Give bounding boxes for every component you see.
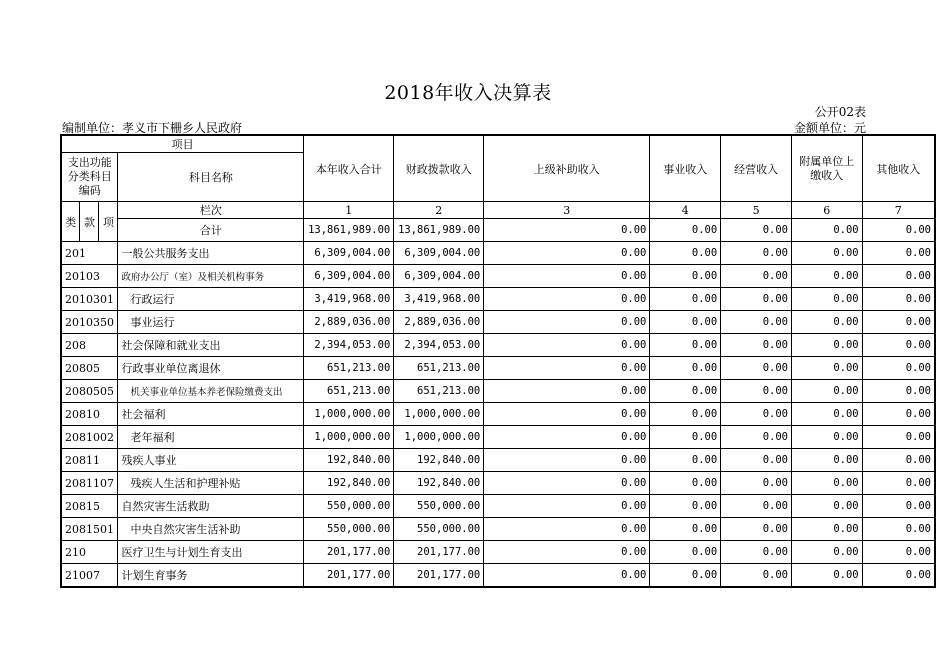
row-value: 0.00	[484, 495, 650, 518]
row-value: 0.00	[721, 564, 792, 588]
row-subject-name: 机关事业单位基本养老保险缴费支出	[118, 380, 304, 403]
row-value: 1,000,000.00	[304, 403, 394, 426]
row-value: 0.00	[791, 357, 862, 380]
row-subject-name: 自然灾害生活救助	[118, 495, 304, 518]
row-value: 0.00	[484, 518, 650, 541]
row-subject-name: 政府办公厅（室）及相关机构事务	[118, 265, 304, 288]
project-header: 项目	[61, 135, 304, 153]
page-title: 2018年收入决算表	[384, 82, 552, 104]
total-value: 13,861,989.00	[394, 219, 484, 242]
row-value: 0.00	[791, 472, 862, 495]
row-value: 0.00	[862, 288, 935, 311]
xiang-header: 项	[99, 202, 118, 242]
row-code: 2010350	[61, 311, 118, 334]
row-value: 0.00	[650, 472, 721, 495]
row-code: 201	[61, 242, 118, 265]
row-value: 201,177.00	[394, 564, 484, 588]
table-row	[61, 426, 935, 449]
row-value: 201,177.00	[304, 564, 394, 588]
row-value: 0.00	[791, 564, 862, 588]
total-value: 0.00	[721, 219, 792, 242]
row-value: 0.00	[791, 426, 862, 449]
table-row	[61, 541, 935, 564]
row-subject-name: 社会福利	[118, 403, 304, 426]
row-value: 0.00	[484, 472, 650, 495]
row-value: 0.00	[791, 288, 862, 311]
row-value: 0.00	[650, 403, 721, 426]
row-value: 0.00	[484, 380, 650, 403]
row-value: 0.00	[862, 564, 935, 588]
row-value: 0.00	[650, 242, 721, 265]
row-value: 0.00	[484, 541, 650, 564]
row-subject-name: 一般公共服务支出	[118, 242, 304, 265]
row-value: 0.00	[650, 449, 721, 472]
income-table	[60, 134, 936, 588]
row-value: 0.00	[721, 403, 792, 426]
row-value: 1,000,000.00	[394, 426, 484, 449]
row-value: 2,394,053.00	[304, 334, 394, 357]
row-value: 0.00	[484, 242, 650, 265]
table-row	[61, 357, 935, 380]
row-value: 6,309,004.00	[304, 265, 394, 288]
row-value: 550,000.00	[304, 495, 394, 518]
row-value: 0.00	[862, 449, 935, 472]
row-value: 0.00	[721, 265, 792, 288]
row-subject-name: 行政事业单位离退休	[118, 357, 304, 380]
table-row	[61, 518, 935, 541]
table-row	[61, 265, 935, 288]
row-value: 0.00	[791, 403, 862, 426]
col-fiscal-header: 财政拨款收入	[394, 135, 484, 202]
row-code: 20103	[61, 265, 118, 288]
col-number: 4	[650, 202, 721, 219]
row-code: 210	[61, 541, 118, 564]
row-value: 0.00	[484, 403, 650, 426]
row-value: 0.00	[862, 426, 935, 449]
row-value: 0.00	[650, 495, 721, 518]
row-subject-name: 残疾人事业	[118, 449, 304, 472]
row-value: 0.00	[791, 242, 862, 265]
row-value: 0.00	[650, 426, 721, 449]
row-value: 0.00	[721, 449, 792, 472]
row-value: 0.00	[721, 472, 792, 495]
row-value: 0.00	[721, 334, 792, 357]
row-value: 0.00	[791, 541, 862, 564]
row-value: 0.00	[650, 311, 721, 334]
row-value: 0.00	[721, 311, 792, 334]
row-subject-name: 事业运行	[118, 311, 304, 334]
subject-name-header: 科目名称	[118, 153, 304, 202]
table-row	[61, 311, 935, 334]
row-value: 0.00	[862, 265, 935, 288]
table-row	[61, 449, 935, 472]
row-value: 651,213.00	[394, 380, 484, 403]
row-value: 0.00	[484, 449, 650, 472]
row-value: 0.00	[721, 518, 792, 541]
row-value: 0.00	[650, 265, 721, 288]
row-value: 192,840.00	[304, 472, 394, 495]
row-value: 0.00	[791, 334, 862, 357]
row-code: 20805	[61, 357, 118, 380]
row-value: 0.00	[791, 495, 862, 518]
row-value: 0.00	[862, 518, 935, 541]
row-value: 0.00	[650, 564, 721, 588]
col-operate-header: 经营收入	[721, 135, 792, 202]
lei-header: 类	[61, 202, 80, 242]
compiling-unit: 编制单位：孝义市下栅乡人民政府	[62, 121, 243, 135]
row-value: 1,000,000.00	[304, 426, 394, 449]
row-value: 651,213.00	[394, 357, 484, 380]
total-value: 13,861,989.00	[304, 219, 394, 242]
row-value: 0.00	[650, 334, 721, 357]
table-row	[61, 334, 935, 357]
row-value: 0.00	[721, 357, 792, 380]
column-row-label: 栏次	[118, 202, 304, 219]
row-value: 192,840.00	[394, 472, 484, 495]
total-value: 0.00	[862, 219, 935, 242]
row-value: 0.00	[650, 288, 721, 311]
row-code: 2081107	[61, 472, 118, 495]
row-value: 0.00	[484, 564, 650, 588]
col-number: 6	[791, 202, 862, 219]
col-total-header: 本年收入合计	[304, 135, 394, 202]
kuan-header: 款	[80, 202, 99, 242]
row-code: 20810	[61, 403, 118, 426]
row-subject-name: 老年福利	[118, 426, 304, 449]
row-value: 651,213.00	[304, 357, 394, 380]
func-code-header: 支出功能分类科目编码	[61, 153, 118, 202]
row-value: 0.00	[721, 380, 792, 403]
row-subject-name: 计划生育事务	[118, 564, 304, 588]
row-value: 0.00	[862, 541, 935, 564]
col-number: 5	[721, 202, 792, 219]
row-value: 201,177.00	[304, 541, 394, 564]
row-value: 6,309,004.00	[394, 242, 484, 265]
table-row	[61, 242, 935, 265]
row-value: 0.00	[721, 288, 792, 311]
row-value: 0.00	[791, 380, 862, 403]
row-subject-name: 行政运行	[118, 288, 304, 311]
table-row	[61, 288, 935, 311]
row-subject-name: 残疾人生活和护理补贴	[118, 472, 304, 495]
col-number: 2	[394, 202, 484, 219]
table-row	[61, 403, 935, 426]
form-number: 公开02表	[814, 105, 866, 119]
row-value: 0.00	[862, 403, 935, 426]
col-affiliate-header: 附属单位上缴收入	[791, 135, 862, 202]
row-subject-name: 医疗卫生与计划生育支出	[118, 541, 304, 564]
row-value: 0.00	[721, 541, 792, 564]
row-value: 0.00	[862, 242, 935, 265]
amount-unit: 金额单位：元	[793, 121, 866, 135]
table-row	[61, 495, 935, 518]
table-row	[61, 564, 935, 588]
row-value: 2,889,036.00	[394, 311, 484, 334]
col-upper-header: 上级补助收入	[484, 135, 650, 202]
row-value: 1,000,000.00	[394, 403, 484, 426]
row-value: 0.00	[650, 541, 721, 564]
table-row	[61, 472, 935, 495]
row-value: 651,213.00	[304, 380, 394, 403]
row-value: 0.00	[484, 288, 650, 311]
row-value: 0.00	[484, 265, 650, 288]
row-value: 0.00	[484, 311, 650, 334]
row-value: 0.00	[721, 426, 792, 449]
row-value: 0.00	[791, 265, 862, 288]
row-value: 0.00	[862, 334, 935, 357]
row-value: 0.00	[484, 357, 650, 380]
row-code: 20815	[61, 495, 118, 518]
row-value: 0.00	[484, 334, 650, 357]
row-value: 0.00	[862, 357, 935, 380]
row-value: 192,840.00	[304, 449, 394, 472]
row-subject-name: 社会保障和就业支出	[118, 334, 304, 357]
row-code: 2010301	[61, 288, 118, 311]
row-value: 0.00	[650, 357, 721, 380]
col-other-header: 其他收入	[862, 135, 935, 202]
total-row	[61, 219, 935, 242]
row-value: 2,889,036.00	[304, 311, 394, 334]
row-value: 201,177.00	[394, 541, 484, 564]
row-value: 2,394,053.00	[394, 334, 484, 357]
col-number: 1	[304, 202, 394, 219]
row-code: 20811	[61, 449, 118, 472]
total-value: 0.00	[650, 219, 721, 242]
row-value: 6,309,004.00	[394, 265, 484, 288]
row-subject-name: 中央自然灾害生活补助	[118, 518, 304, 541]
table-row	[61, 380, 935, 403]
row-value: 0.00	[791, 449, 862, 472]
row-code: 2080505	[61, 380, 118, 403]
row-value: 0.00	[862, 495, 935, 518]
row-value: 0.00	[791, 311, 862, 334]
row-value: 0.00	[721, 242, 792, 265]
col-number: 3	[484, 202, 650, 219]
row-value: 550,000.00	[394, 518, 484, 541]
row-value: 550,000.00	[304, 518, 394, 541]
col-business-header: 事业收入	[650, 135, 721, 202]
total-value: 0.00	[791, 219, 862, 242]
row-code: 2081002	[61, 426, 118, 449]
row-value: 0.00	[791, 518, 862, 541]
row-value: 0.00	[721, 495, 792, 518]
col-number: 7	[862, 202, 935, 219]
row-code: 21007	[61, 564, 118, 588]
row-value: 6,309,004.00	[304, 242, 394, 265]
row-value: 0.00	[650, 380, 721, 403]
row-value: 0.00	[862, 472, 935, 495]
row-value: 3,419,968.00	[394, 288, 484, 311]
row-value: 0.00	[484, 426, 650, 449]
row-code: 208	[61, 334, 118, 357]
total-value: 0.00	[484, 219, 650, 242]
row-value: 0.00	[650, 518, 721, 541]
row-code: 2081501	[61, 518, 118, 541]
row-value: 550,000.00	[394, 495, 484, 518]
row-value: 0.00	[862, 380, 935, 403]
row-value: 3,419,968.00	[304, 288, 394, 311]
row-value: 0.00	[862, 311, 935, 334]
row-value: 192,840.00	[394, 449, 484, 472]
total-label: 合计	[118, 219, 304, 242]
